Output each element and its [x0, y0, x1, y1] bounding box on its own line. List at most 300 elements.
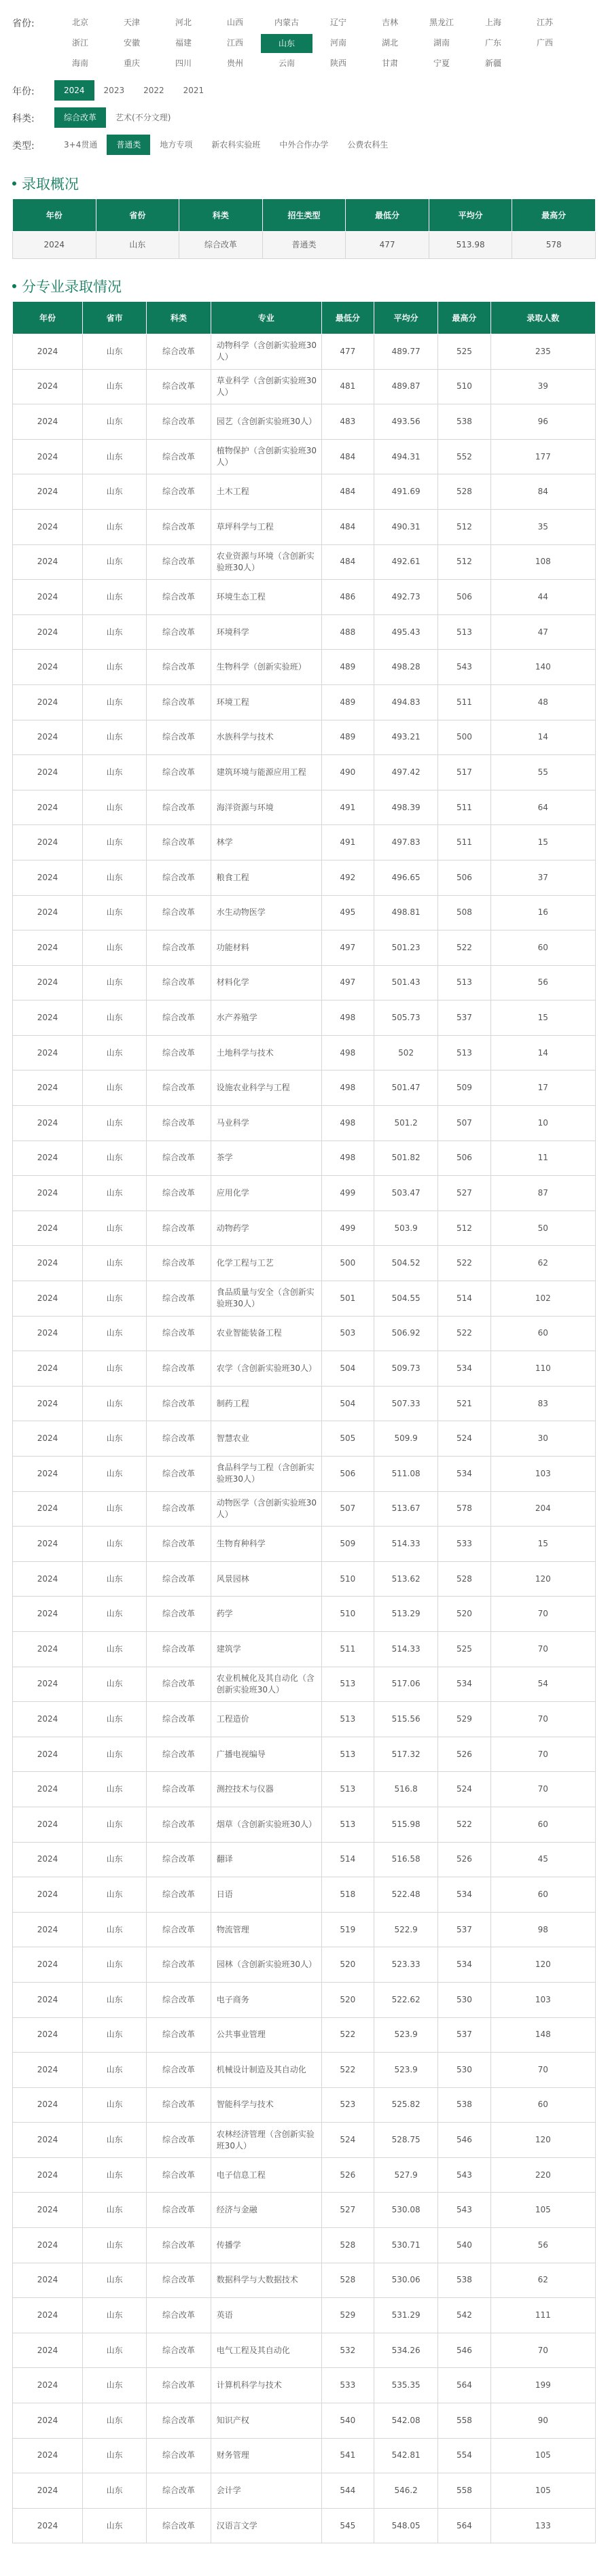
table-cell: 497.42 — [374, 755, 437, 790]
province-option[interactable]: 山西 — [226, 18, 243, 27]
table-row — [13, 1527, 596, 1562]
table-cell: 山东 — [82, 1386, 146, 1421]
table-cell: 525 — [438, 334, 490, 370]
province-option[interactable]: 新疆 — [484, 58, 501, 68]
table-cell: 498 — [321, 1071, 374, 1106]
major-name: 土地科学与技术 — [211, 1035, 321, 1071]
province-option[interactable]: 北京 — [71, 18, 88, 27]
table-cell: 498 — [321, 1141, 374, 1176]
table-cell: 2024 — [13, 1947, 83, 1983]
table-row — [13, 2368, 596, 2403]
major-name: 植物保护（含创新实验班30人） — [211, 439, 321, 474]
table-cell: 综合改革 — [147, 1631, 211, 1667]
table-cell: 519 — [321, 1912, 374, 1947]
table-cell: 522 — [438, 1246, 490, 1281]
table-row — [13, 2263, 596, 2298]
table-cell: 山东 — [82, 369, 146, 404]
table-cell: 综合改革 — [147, 1597, 211, 1632]
table-cell: 综合改革 — [179, 232, 263, 259]
major-name: 马业科学 — [211, 1106, 321, 1141]
table-cell: 35 — [490, 509, 595, 544]
page — [0, 12, 608, 2543]
table-cell: 山东 — [82, 2473, 146, 2509]
table-cell: 山东 — [82, 684, 146, 720]
table-cell: 综合改革 — [147, 474, 211, 510]
major-name: 动物科学（含创新实验班30人） — [211, 334, 321, 370]
table-cell: 504 — [321, 1386, 374, 1421]
table-cell: 综合改革 — [147, 439, 211, 474]
table-row — [13, 825, 596, 860]
major-name: 土木工程 — [211, 474, 321, 510]
table-cell: 60 — [490, 1807, 595, 1842]
table-cell: 199 — [490, 2368, 595, 2403]
table-cell: 513 — [321, 1737, 374, 1772]
province-option[interactable]: 甘肃 — [381, 58, 398, 68]
table-cell: 山东 — [82, 1947, 146, 1983]
column-header: 专业 — [211, 302, 321, 334]
table-cell: 489 — [321, 720, 374, 755]
table-cell: 70 — [490, 1597, 595, 1632]
table-cell: 512 — [438, 544, 490, 580]
table-cell: 546 — [438, 2123, 490, 2158]
table-cell: 527.9 — [374, 2157, 437, 2193]
table-cell: 综合改革 — [147, 580, 211, 615]
table-cell: 综合改革 — [147, 2087, 211, 2123]
majors-header-row — [13, 302, 596, 334]
table-cell: 2024 — [13, 1877, 83, 1913]
table-cell: 30 — [490, 1421, 595, 1457]
table-cell: 543 — [438, 650, 490, 685]
province-option[interactable]: 上海 — [484, 18, 501, 27]
table-cell: 477 — [321, 334, 374, 370]
table-cell: 2024 — [13, 614, 83, 650]
province-option[interactable]: 安徽 — [123, 38, 140, 48]
table-cell: 2024 — [13, 2333, 83, 2368]
kind-label: 科类: — [12, 114, 35, 124]
type-options — [54, 135, 596, 155]
province-option[interactable]: 浙江 — [71, 38, 88, 48]
table-cell: 528.75 — [374, 2123, 437, 2158]
type-option[interactable]: 3+4贯通 — [64, 140, 98, 150]
table-cell: 529 — [438, 1702, 490, 1737]
major-name: 材料化学 — [211, 965, 321, 1000]
table-cell: 70 — [490, 1772, 595, 1807]
table-row — [13, 334, 596, 370]
table-cell: 578 — [438, 1491, 490, 1527]
table-cell: 综合改革 — [147, 1106, 211, 1141]
table-cell: 2024 — [13, 1982, 83, 2017]
table-row — [13, 1597, 596, 1632]
type-option[interactable]: 中外合作办学 — [279, 140, 329, 150]
table-cell: 503.47 — [374, 1176, 437, 1211]
province-option[interactable]: 山东 — [261, 34, 312, 53]
table-cell: 491 — [321, 790, 374, 825]
table-cell: 84 — [490, 474, 595, 510]
table-cell: 综合改革 — [147, 544, 211, 580]
table-cell: 511 — [438, 790, 490, 825]
table-cell: 511 — [438, 825, 490, 860]
major-name: 计算机科学与技术 — [211, 2368, 321, 2403]
table-cell: 综合改革 — [147, 930, 211, 966]
table-cell: 518 — [321, 1877, 374, 1913]
table-cell: 105 — [490, 2438, 595, 2473]
province-option[interactable]: 重庆 — [123, 58, 140, 68]
major-name: 应用化学 — [211, 1176, 321, 1211]
table-cell: 499 — [321, 1211, 374, 1246]
table-row — [13, 2087, 596, 2123]
major-name: 烟草（含创新实验班30人） — [211, 1807, 321, 1842]
province-option[interactable]: 湖南 — [433, 38, 450, 48]
province-option[interactable]: 海南 — [71, 58, 88, 68]
year-option[interactable]: 2023 — [103, 86, 125, 95]
table-cell: 普通类 — [262, 232, 346, 259]
province-option[interactable]: 陕西 — [329, 58, 346, 68]
column-header: 省市 — [82, 302, 146, 334]
table-cell: 综合改革 — [147, 2157, 211, 2193]
province-option[interactable]: 天津 — [123, 18, 140, 27]
year-filter — [12, 80, 596, 101]
table-row — [13, 2157, 596, 2193]
table-cell: 506 — [438, 860, 490, 895]
table-cell: 综合改革 — [147, 1491, 211, 1527]
province-option[interactable]: 湖北 — [381, 38, 398, 48]
table-cell: 498.39 — [374, 790, 437, 825]
table-cell: 510 — [438, 369, 490, 404]
table-row — [13, 509, 596, 544]
table-cell: 2024 — [13, 2473, 83, 2509]
table-row — [13, 2193, 596, 2228]
table-cell: 2024 — [13, 895, 83, 930]
table-cell: 523 — [321, 2087, 374, 2123]
table-cell: 497 — [321, 930, 374, 966]
table-cell: 山东 — [82, 1316, 146, 1351]
major-name: 广播电视编导 — [211, 1737, 321, 1772]
table-cell: 522.48 — [374, 1877, 437, 1913]
table-cell: 山东 — [82, 2298, 146, 2333]
table-cell: 477 — [346, 232, 429, 259]
province-option[interactable]: 四川 — [175, 58, 192, 68]
table-cell: 133 — [490, 2508, 595, 2543]
table-cell: 山东 — [82, 404, 146, 440]
province-option[interactable]: 云南 — [278, 58, 295, 68]
table-row — [13, 2298, 596, 2333]
table-cell: 491.69 — [374, 474, 437, 510]
table-cell: 综合改革 — [147, 720, 211, 755]
table-cell: 64 — [490, 790, 595, 825]
table-cell: 48 — [490, 684, 595, 720]
table-cell: 2024 — [13, 1071, 83, 1106]
table-cell: 110 — [490, 1351, 595, 1387]
table-cell: 507 — [438, 1106, 490, 1141]
table-cell: 综合改革 — [147, 1176, 211, 1211]
table-cell: 494.31 — [374, 439, 437, 474]
table-cell: 492.61 — [374, 544, 437, 580]
province-option[interactable]: 黑龙江 — [429, 18, 454, 27]
major-name: 农业机械化及其自动化（含创新实验班30人） — [211, 1667, 321, 1702]
table-cell: 60 — [490, 930, 595, 966]
table-cell: 综合改革 — [147, 2053, 211, 2088]
table-cell: 山东 — [82, 1667, 146, 1702]
table-cell: 508 — [438, 895, 490, 930]
table-cell: 513.67 — [374, 1491, 437, 1527]
table-cell: 2024 — [13, 1281, 83, 1317]
table-row — [13, 720, 596, 755]
table-cell: 山东 — [82, 1842, 146, 1877]
table-cell: 综合改革 — [147, 1527, 211, 1562]
table-cell: 501.23 — [374, 930, 437, 966]
table-cell: 511 — [438, 684, 490, 720]
year-option[interactable]: 2021 — [183, 86, 204, 95]
table-cell: 2024 — [13, 1737, 83, 1772]
major-name: 动物药学 — [211, 1211, 321, 1246]
table-cell: 489 — [321, 684, 374, 720]
table-cell: 220 — [490, 2157, 595, 2193]
table-cell: 综合改革 — [147, 1246, 211, 1281]
table-cell: 综合改革 — [147, 1421, 211, 1457]
province-option[interactable]: 河南 — [329, 38, 346, 48]
table-cell: 56 — [490, 2228, 595, 2263]
table-cell: 503.9 — [374, 1211, 437, 1246]
table-cell: 综合改革 — [147, 2123, 211, 2158]
major-name: 汉语言文学 — [211, 2508, 321, 2543]
table-cell: 2024 — [13, 1912, 83, 1947]
province-option[interactable]: 内蒙古 — [274, 18, 299, 27]
table-cell: 490.31 — [374, 509, 437, 544]
table-cell: 综合改革 — [147, 2333, 211, 2368]
major-name: 功能材料 — [211, 930, 321, 966]
table-cell: 517.32 — [374, 1737, 437, 1772]
table-cell: 50 — [490, 1211, 595, 1246]
kind-option[interactable]: 艺术(不分文理) — [115, 113, 171, 122]
province-option[interactable]: 贵州 — [226, 58, 243, 68]
table-cell: 14 — [490, 720, 595, 755]
table-cell: 177 — [490, 439, 595, 474]
table-cell: 山东 — [82, 2157, 146, 2193]
table-cell: 2024 — [13, 1807, 83, 1842]
table-cell: 山东 — [82, 1000, 146, 1036]
major-name: 电子商务 — [211, 1982, 321, 2017]
table-cell: 490 — [321, 755, 374, 790]
table-row — [13, 580, 596, 615]
table-cell: 525.82 — [374, 2087, 437, 2123]
table-cell: 2024 — [13, 509, 83, 544]
table-cell: 2024 — [13, 1211, 83, 1246]
table-row — [13, 2403, 596, 2439]
table-cell: 山东 — [82, 1035, 146, 1071]
table-row — [13, 474, 596, 510]
table-cell: 2024 — [13, 1631, 83, 1667]
table-cell: 545 — [321, 2508, 374, 2543]
table-cell: 524 — [438, 1772, 490, 1807]
table-cell: 513 — [438, 614, 490, 650]
year-option[interactable]: 2024 — [54, 80, 94, 101]
table-cell: 综合改革 — [147, 684, 211, 720]
table-cell: 484 — [321, 544, 374, 580]
table-cell: 108 — [490, 544, 595, 580]
table-cell: 507.33 — [374, 1386, 437, 1421]
major-name: 建筑环境与能源应用工程 — [211, 755, 321, 790]
table-cell: 514 — [321, 1842, 374, 1877]
table-cell: 综合改革 — [147, 2193, 211, 2228]
table-cell: 山东 — [82, 1071, 146, 1106]
table-cell: 513.29 — [374, 1597, 437, 1632]
table-cell: 484 — [321, 439, 374, 474]
table-cell: 综合改革 — [147, 2017, 211, 2053]
major-name: 农学（含创新实验班30人） — [211, 1351, 321, 1387]
table-row — [13, 1947, 596, 1983]
table-cell: 2024 — [13, 1176, 83, 1211]
table-cell: 530.08 — [374, 2193, 437, 2228]
table-cell: 538 — [438, 2263, 490, 2298]
table-cell: 47 — [490, 614, 595, 650]
table-cell: 山东 — [82, 1421, 146, 1457]
table-cell: 山东 — [82, 2438, 146, 2473]
table-row — [13, 1141, 596, 1176]
table-cell: 534 — [438, 1877, 490, 1913]
table-row — [13, 614, 596, 650]
major-name: 农业资源与环境（含创新实验班30人） — [211, 544, 321, 580]
table-cell: 综合改革 — [147, 1702, 211, 1737]
table-cell: 2024 — [13, 1035, 83, 1071]
table-cell: 2024 — [13, 580, 83, 615]
table-cell: 2024 — [13, 369, 83, 404]
table-cell: 15 — [490, 1000, 595, 1036]
table-cell: 501.82 — [374, 1141, 437, 1176]
table-cell: 103 — [490, 1982, 595, 2017]
major-name: 生物育种科学 — [211, 1527, 321, 1562]
year-label: 年份: — [12, 86, 35, 97]
table-cell: 山东 — [82, 755, 146, 790]
major-name: 工程造价 — [211, 1702, 321, 1737]
table-cell: 2024 — [13, 404, 83, 440]
table-cell: 60 — [490, 1316, 595, 1351]
table-cell: 山东 — [82, 2087, 146, 2123]
table-cell: 496.65 — [374, 860, 437, 895]
table-cell: 综合改革 — [147, 1281, 211, 1317]
table-cell: 103 — [490, 1457, 595, 1492]
table-cell: 489.87 — [374, 369, 437, 404]
table-cell: 2024 — [13, 2228, 83, 2263]
province-option[interactable]: 宁夏 — [433, 58, 450, 68]
table-cell: 山东 — [82, 2123, 146, 2158]
table-cell: 综合改革 — [147, 1912, 211, 1947]
table-cell: 山东 — [82, 790, 146, 825]
table-cell: 527 — [438, 1176, 490, 1211]
province-option[interactable]: 辽宁 — [329, 18, 346, 27]
table-cell: 山东 — [96, 232, 179, 259]
table-cell: 506 — [321, 1457, 374, 1492]
province-option[interactable]: 福建 — [175, 38, 192, 48]
table-cell: 70 — [490, 2333, 595, 2368]
table-cell: 517 — [438, 755, 490, 790]
province-option[interactable]: 河北 — [175, 18, 192, 27]
type-option[interactable]: 普通类 — [107, 135, 150, 155]
kind-option[interactable]: 综合改革 — [54, 107, 106, 128]
type-option[interactable]: 公费农科生 — [347, 140, 389, 150]
province-option[interactable]: 江苏 — [536, 18, 553, 27]
column-header: 平均分 — [429, 199, 512, 232]
table-row — [13, 1071, 596, 1106]
province-option[interactable]: 吉林 — [381, 18, 398, 27]
table-cell: 山东 — [82, 1772, 146, 1807]
table-cell: 2024 — [13, 2438, 83, 2473]
column-header: 录取人数 — [490, 302, 595, 334]
table-cell: 497 — [321, 965, 374, 1000]
table-cell: 2024 — [13, 1561, 83, 1597]
province-option[interactable]: 江西 — [226, 38, 243, 48]
table-cell: 505 — [321, 1421, 374, 1457]
table-cell: 501.43 — [374, 965, 437, 1000]
province-option[interactable]: 广东 — [484, 38, 501, 48]
table-cell: 540 — [438, 2228, 490, 2263]
table-cell: 2024 — [13, 720, 83, 755]
table-row — [13, 860, 596, 895]
column-header: 省份 — [96, 199, 179, 232]
table-cell: 山东 — [82, 825, 146, 860]
table-cell: 37 — [490, 860, 595, 895]
year-option[interactable]: 2022 — [143, 86, 164, 95]
table-cell: 515.98 — [374, 1807, 437, 1842]
major-name: 海洋资源与环境 — [211, 790, 321, 825]
major-name: 制药工程 — [211, 1386, 321, 1421]
summary-table — [12, 198, 596, 259]
province-option[interactable]: 广西 — [536, 38, 553, 48]
table-cell: 546 — [438, 2333, 490, 2368]
type-label: 类型: — [12, 141, 35, 152]
table-cell: 综合改革 — [147, 1316, 211, 1351]
table-cell: 513 — [321, 1667, 374, 1702]
table-row — [13, 930, 596, 966]
table-cell: 2024 — [13, 1000, 83, 1036]
table-cell: 522 — [438, 1316, 490, 1351]
table-cell: 512 — [438, 509, 490, 544]
table-cell: 16 — [490, 895, 595, 930]
table-cell: 96 — [490, 404, 595, 440]
type-option[interactable]: 新农科实验班 — [211, 140, 261, 150]
major-name: 设施农业科学与工程 — [211, 1071, 321, 1106]
major-name: 环境科学 — [211, 614, 321, 650]
column-header: 最高分 — [512, 199, 596, 232]
table-row — [13, 2017, 596, 2053]
type-option[interactable]: 地方专项 — [160, 140, 193, 150]
table-cell: 513 — [321, 1807, 374, 1842]
table-cell: 499 — [321, 1176, 374, 1211]
table-cell: 山东 — [82, 1737, 146, 1772]
table-row — [13, 404, 596, 440]
table-cell: 2024 — [13, 2087, 83, 2123]
table-cell: 39 — [490, 369, 595, 404]
table-cell: 534 — [438, 1351, 490, 1387]
table-cell: 534 — [438, 1667, 490, 1702]
table-cell: 527 — [321, 2193, 374, 2228]
table-cell: 540 — [321, 2403, 374, 2439]
table-row — [13, 1386, 596, 1421]
table-cell: 521 — [438, 1386, 490, 1421]
table-cell: 山东 — [82, 930, 146, 966]
table-cell: 山东 — [82, 2333, 146, 2368]
table-cell: 543 — [438, 2193, 490, 2228]
table-cell: 14 — [490, 1035, 595, 1071]
table-cell: 498 — [321, 1035, 374, 1071]
table-cell: 综合改革 — [147, 1457, 211, 1492]
table-cell: 523.33 — [374, 1947, 437, 1983]
table-row — [13, 544, 596, 580]
table-cell: 514.33 — [374, 1527, 437, 1562]
table-cell: 综合改革 — [147, 509, 211, 544]
table-cell: 514 — [438, 1281, 490, 1317]
table-row — [13, 2333, 596, 2368]
table-cell: 44 — [490, 580, 595, 615]
